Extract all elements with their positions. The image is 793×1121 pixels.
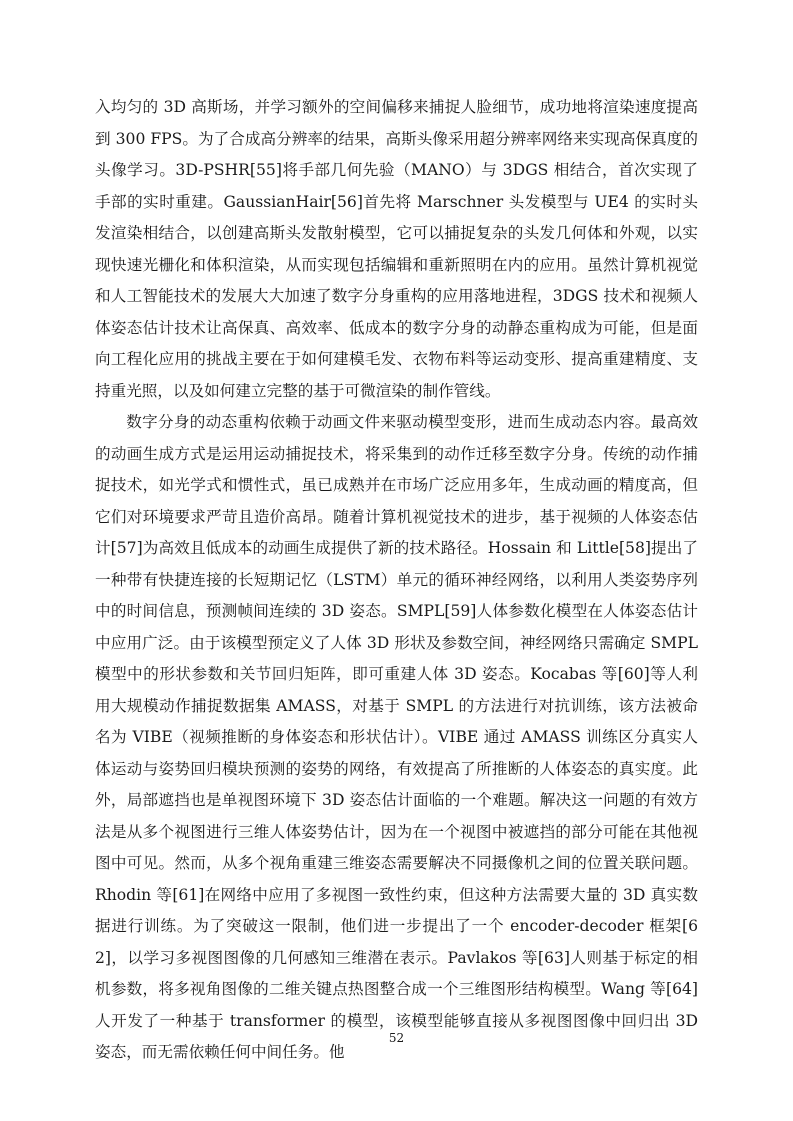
body-text [95, 92, 698, 1069]
paragraph-2: 数字分身的动态重构依赖于动画文件来驱动模型变形，进而生成动态内容。最高效的动画生成方式是运用运动捕捉技术，将采集到的动作迁移至数字分身。传统的动作捕捉技术，如光学式和惯性式，虽已成熟并在市场广泛应用多年，生成动画的精度高，但它们对环境要求严苛且造价高昂。随着计算机视觉技术的进步，基于视频的人体姿态估计[57]为高效且低成本的动画生成提供了新的技术路径。Hossain 和 Little[58]提出了一种带有快捷连接的长短期记忆（LSTM）单元的循环神经网络，以利用人类姿势序列中的时间信息，预测帧间连续的 3D 姿态。SMPL[59]人体参数化模型在人体姿态估计中应用广泛。由于该模型预定义了人体 3D 形状及参数空间，神经网络只需确定 SMPL 模型中的形状参数和关节回归矩阵，即可重建人体 3D 姿态。Kocabas 等[60]等人利用大规模动作捕捉数据集 AMASS，对基于 SMPL 的方法进行对抗训练，该方法被命名为 VIBE（视频推断的身体姿态和形状估计）。VIBE 通过 AMASS 训练区分真实人体运动与姿势回归模块预测的姿势的网络，有效提高了所推断的人体姿态的真实度。此外，局部遮挡也是单视图环境下 3D 姿态估计面临的一个难题。解决这一问题的有效方法是从多个视图进行三维人体姿势估计，因为在一个视图中被遮挡的部分可能在其他视图中可见。然而，从多个视角重建三维姿态需要解决不同摄像机之间的位置关联问题。Rhodin 等[61]在网络中应用了多视图一致性约束，但这种方法需要大量的 3D 真实数据进行训练。为了突破这一限制，他们进一步提出了一个 encoder-decoder 框架[62]，以学习多视图图像的几何感知三维潜在表示。Pavlakos 等[63]人则基于标定的相机参数，将多视角图像的二维关键点热图整合成一个三维图形结构模型。Wang 等[64]人开发了一种基于 transformer 的模型，该模型能够直接从多视图图像中回归出 3D 姿态，而无需依赖任何中间任务。他 [95, 413, 699, 1061]
page-number: 52 [388, 1031, 405, 1045]
paragraph-1: 入均匀的 3D 高斯场，并学习额外的空间偏移来捕捉人脸细节，成功地将渲染速度提高到 300 FPS。为了合成高分辨率的结果，高斯头像采用超分辨率网络来实现高保真度的头像学习。3D-PSHR[55]将手部几何先验（MANO）与 3DGS 相结合，首次实现了手部的实时重建。GaussianHair[56]首先将 Marschner 头发模型与 UE4 的实时头发渲染相结合，以创建高斯头发散射模型，它可以捕捉复杂的头发几何体和外观，以实现快速光栅化和体积渲染，从而实现包括编辑和重新照明在内的应用。虽然计算机视觉和人工智能技术的发展大大加速了数字分身重构的应用落地进程，3DGS 技术和视频人体姿态估计技术让高保真、高效率、低成本的数字分身的动静态重构成为可能，但是面向工程化应用的挑战主要在于如何建模毛发、衣物布料等运动变形、提高重建精度、支持重光照，以及如何建立完整的基于可微渲染的制作管线。 [95, 98, 698, 400]
